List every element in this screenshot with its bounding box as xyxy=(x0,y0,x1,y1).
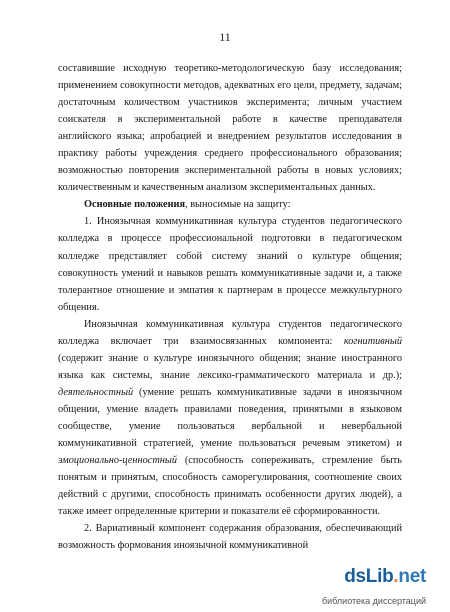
main-provisions-label: Основные положения xyxy=(84,199,186,211)
dslib-watermark[interactable] xyxy=(312,566,432,606)
components-text-c: (умение решать коммуникативные задачи в иноязычном общении, умение владеть правилами поведения, принятыми в языковом сообществе, умение пользоваться вербальной и невербальной коммуникативной стратегией, умение пользоваться речевым этикетом) и xyxy=(58,386,402,450)
logo-part-1: dsLib xyxy=(344,566,394,587)
logo-dot: . xyxy=(393,566,399,587)
document-body xyxy=(58,60,402,554)
components-text-d: (способность сопереживать, стремление быть понятым и принятым, способность саморегулирования, соотношение своих действий с другими, способность принимать особенности других людей), а также имеет определенные критерии и показатели её сформированности. xyxy=(58,455,402,518)
paragraph-provision-1: 1. Иноязычная коммуникативная культура студентов педагогического колледжа в процессе профессиональной подготовки в педагогическом колледже представляет собой систему знаний о культуре общения; совокупность умений и навыков решать коммуникативные задачи и, а также толерантное отношение и эмпатия к партнерам в процессе межкультурного общения. xyxy=(58,216,402,313)
components-text-a: Иноязычная коммуникативная культура студентов педагогического колледжа включает три взаимосвязанных компонента: xyxy=(58,318,402,347)
emotional-value-term: эмоционально-ценностный xyxy=(58,455,178,467)
paragraph-reliability: составившие исходную теоретико-методологическую базу исследования; применением совокупности методов, адекватных его цели, предмету, задачам; достаточным количеством участников эксперимента; личным участием соискателя в экспериментальной работе в качестве преподавателя английского языка; апробацией и внедрением результатов исследования в практику работы учреждения среднего профессионального образования; возможностью повторения экспериментальной работы в новых условиях; количественным и качественным анализом экспериментальных данных. xyxy=(58,63,402,194)
watermark-caption: библиотека диссертаций xyxy=(321,596,426,606)
activity-term: деятельностный xyxy=(58,386,134,398)
paragraph-components xyxy=(58,316,402,521)
cognitive-term: когнитивный xyxy=(343,335,402,347)
main-provisions-rest: , выносимые на защиту: xyxy=(185,199,291,211)
components-text-b: (содержит знание о культуре иноязычного общения; знание иностранного языка как системы, знание лексико-грамматического материала и др.); xyxy=(58,352,402,381)
logo-part-2: net xyxy=(398,566,426,587)
dslib-logo[interactable] xyxy=(344,566,426,588)
paragraph-main-provisions-heading xyxy=(58,196,402,213)
paragraph-provision-2: 2. Вариативный компонент содержания образования, обеспечивающий возможность формования иноязычной коммуникативной xyxy=(58,523,402,552)
page-number: 11 xyxy=(219,30,231,44)
